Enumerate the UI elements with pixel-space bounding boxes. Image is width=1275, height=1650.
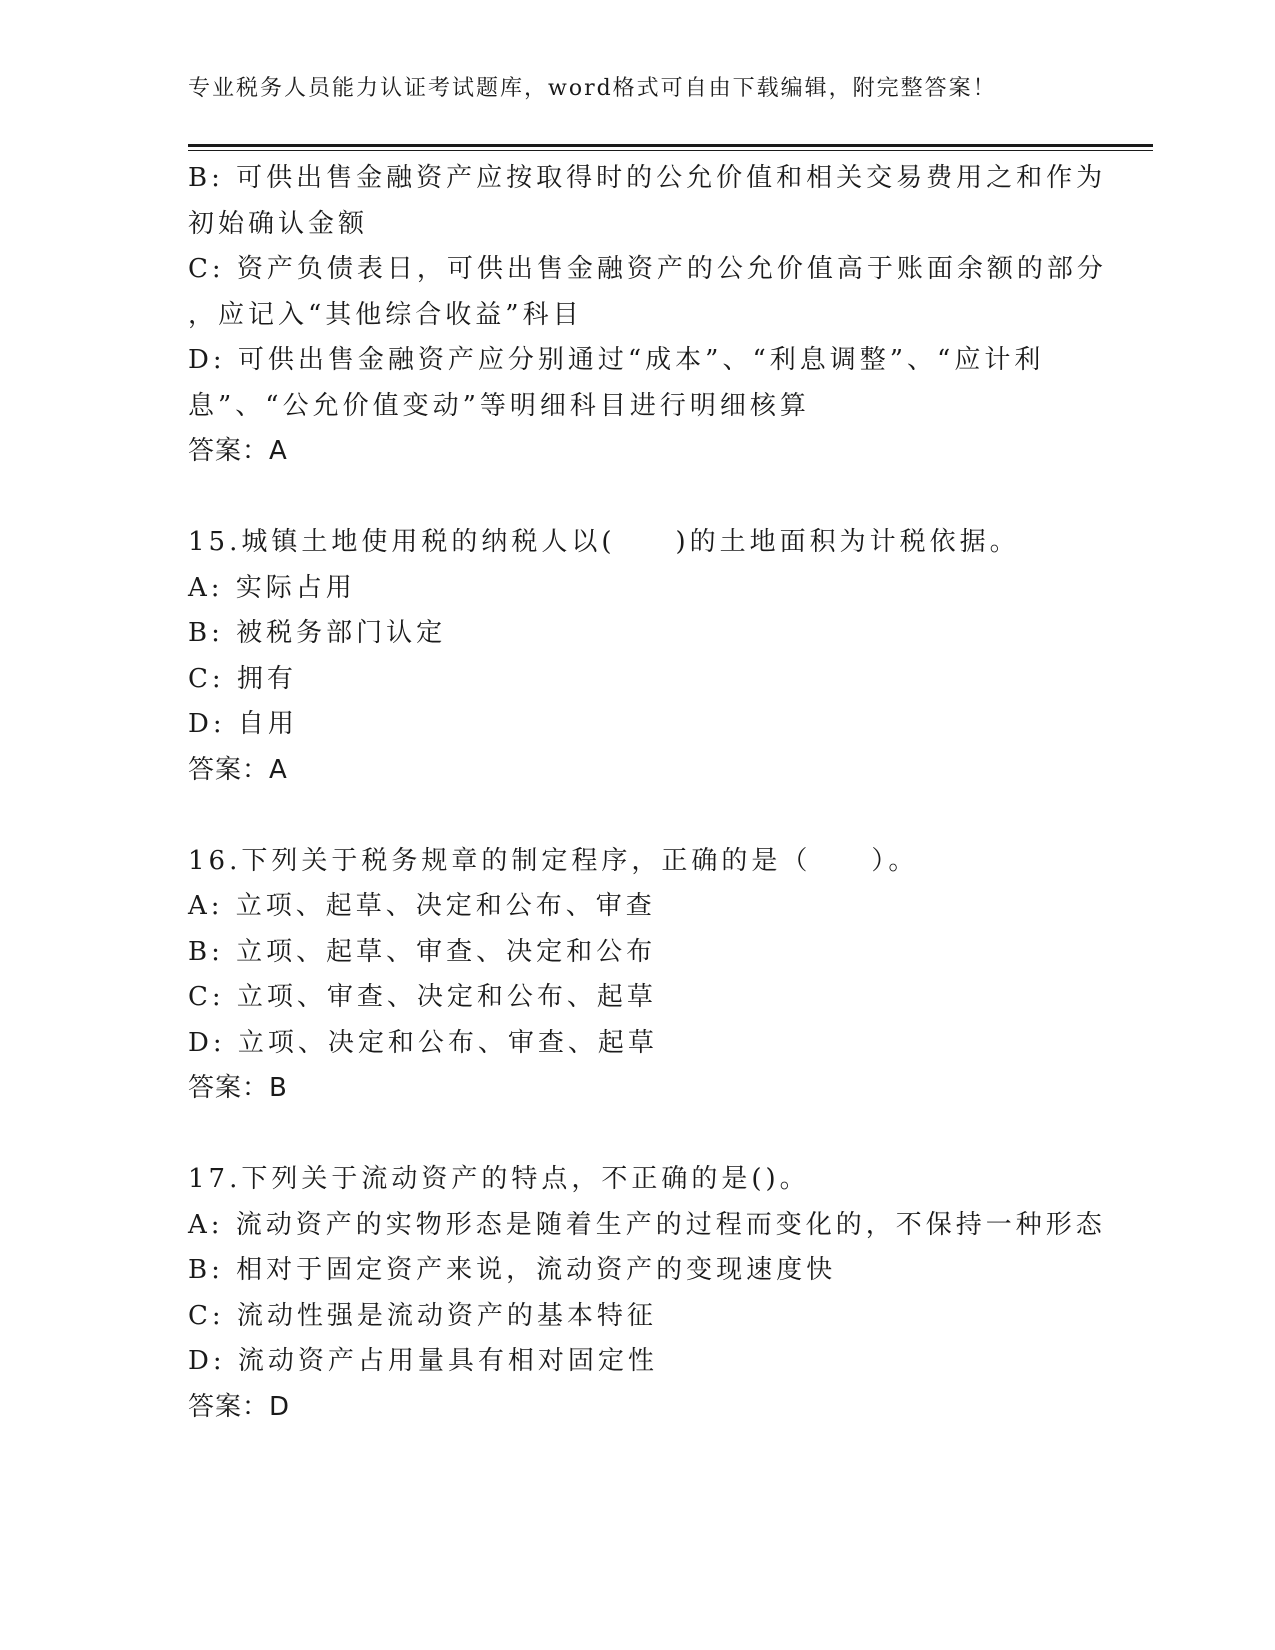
option-d-line-2: 息”、“公允价值变动”等明细科目进行明细核算 bbox=[188, 390, 810, 421]
prev-question-block bbox=[188, 156, 1107, 475]
option-c-line-1: C: 资产负债表日，可供出售金融资产的公允价值高于账面余额的部分 bbox=[188, 254, 1107, 284]
page-header: 专业税务人员能力认证考试题库，word格式可自由下载编辑，附完整答案！ bbox=[188, 76, 997, 101]
question-stem: 15.城镇土地使用税的纳税人以( )的土地面积为计税依据。 bbox=[188, 527, 1020, 557]
option-c-line-2: ，应记入“其他综合收益”科目 bbox=[188, 299, 583, 330]
option-b-line-1: B: 可供出售金融资产应按取得时的公允价值和相关交易费用之和作为 bbox=[188, 163, 1107, 193]
option-b: B: 被税务部门认定 bbox=[188, 618, 447, 648]
spacer bbox=[188, 475, 1088, 521]
option-c: C: 立项、审查、决定和公布、起草 bbox=[188, 982, 657, 1012]
option-d: D: 流动资产占用量具有相对固定性 bbox=[188, 1346, 658, 1376]
option-a: A: 立项、起草、决定和公布、审查 bbox=[188, 891, 656, 921]
spacer bbox=[188, 793, 1088, 839]
question-block-17 bbox=[188, 1157, 1106, 1430]
answer-line: 答案：B bbox=[188, 1073, 288, 1103]
question-block-16 bbox=[188, 839, 1088, 1112]
answer-line: 答案：A bbox=[188, 436, 288, 466]
question-content bbox=[188, 156, 1107, 1430]
option-a: A: 流动资产的实物形态是随着生产的过程而变化的，不保持一种形态 bbox=[188, 1209, 1106, 1240]
header-rule-thin bbox=[188, 150, 1153, 151]
option-c: C: 流动性强是流动资产的基本特征 bbox=[188, 1300, 657, 1331]
option-b: B: 立项、起草、审查、决定和公布 bbox=[188, 936, 657, 967]
header-rule-thick bbox=[188, 144, 1153, 147]
question-stem: 17.下列关于流动资产的特点，不正确的是()。 bbox=[188, 1164, 810, 1194]
option-c: C: 拥有 bbox=[188, 663, 297, 694]
question-block-15 bbox=[188, 520, 1088, 793]
option-b: B: 相对于固定资产来说，流动资产的变现速度快 bbox=[188, 1255, 837, 1285]
answer-line: 答案：D bbox=[188, 1391, 291, 1422]
option-d: D: 立项、决定和公布、审查、起草 bbox=[188, 1027, 658, 1058]
option-a: A: 实际占用 bbox=[188, 572, 356, 603]
spacer bbox=[188, 1112, 1088, 1158]
option-d-line-1: D: 可供出售金融资产应分别通过“成本”、“利息调整”、“应计利 bbox=[188, 345, 1045, 375]
option-d: D: 自用 bbox=[188, 709, 298, 739]
answer-line: 答案：A bbox=[188, 754, 288, 785]
question-stem: 16.下列关于税务规章的制定程序，正确的是（ ）。 bbox=[188, 845, 919, 876]
option-b-line-2: 初始确认金额 bbox=[188, 208, 369, 239]
